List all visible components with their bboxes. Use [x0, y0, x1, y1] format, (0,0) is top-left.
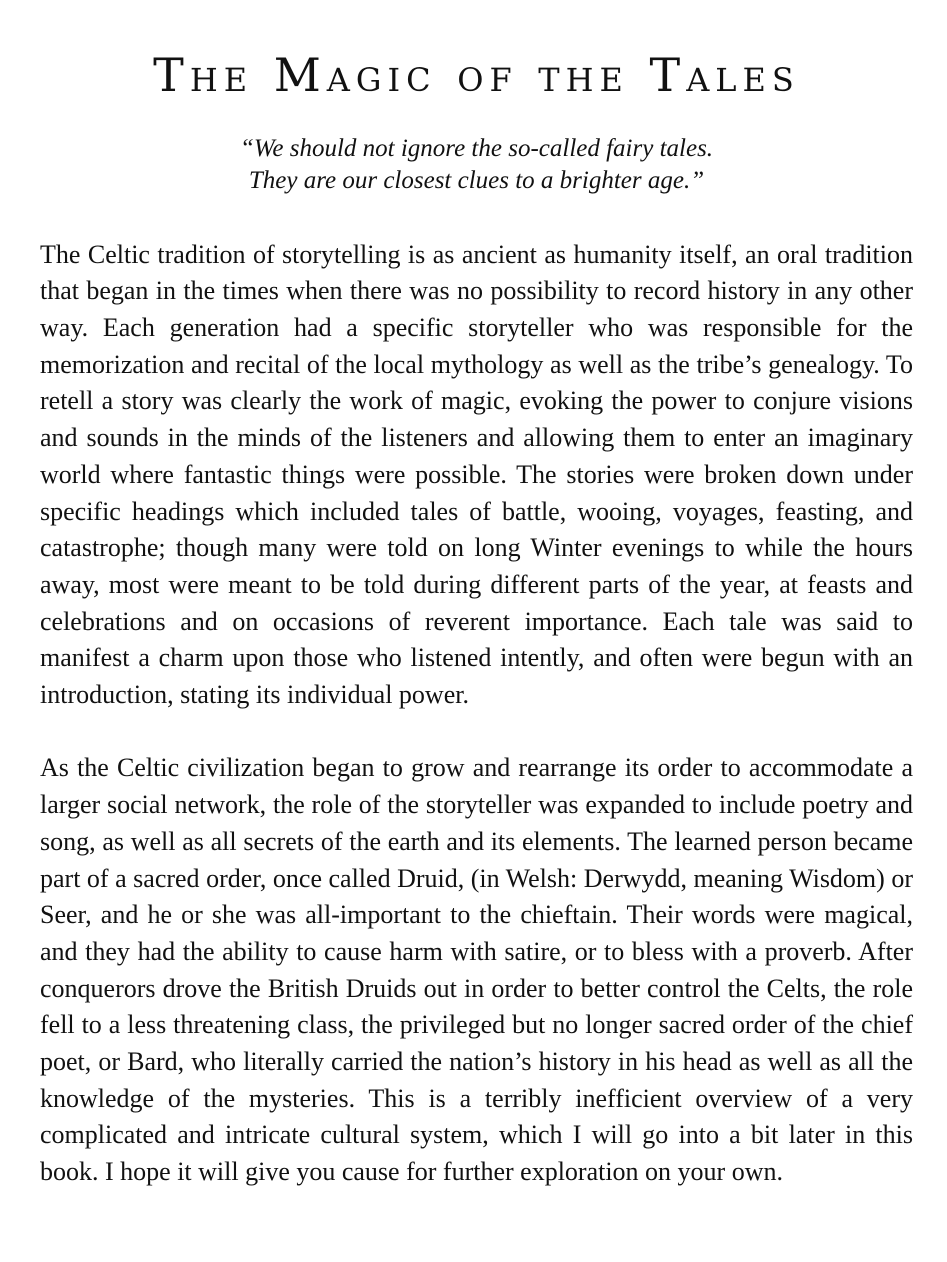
- body-text: [40, 237, 913, 1191]
- paragraph: The Celtic tradition of storytelling is as ancient as humanity itself, an oral tradition that began in the times when there was no possibility to record history in any other way. Each generation had a specific storyteller who was responsible for the memorization and recital of the local mythology as well as the tribe’s genealogy. To retell a story was clearly the work of magic, evoking the power to conjure visions and sounds in the minds of the listeners and allowing them to enter an imaginary world where fantastic things were possible. The stories were broken down under specific headings which included tales of battle, wooing, voyages, feasting, and catastrophe; though many were told on long Winter evenings to while the hours away, most were meant to be told during different parts of the year, at feasts and celebrations and on occasions of reverent importance. Each tale was said to manifest a charm upon those who listened intently, and often were begun with an introduction, stating its individual power.: [40, 239, 913, 710]
- epigraph-quote: [40, 133, 913, 197]
- page-title: The Magic of the Tales: [153, 48, 800, 102]
- paragraph: As the Celtic civilization began to grow and rearrange its order to accommodate a larger social network, the role of the storyteller was expanded to include poetry and song, as well as all secrets of the earth and its elements. The learned person became part of a sacred order, once called Druid, (in Welsh: Derwydd, meaning Wisdom) or Seer, and he or she was all-important to the chieftain. Their words were magical, and they had the ability to cause harm with satire, or to bless with a proverb. After conquerors drove the British Druids out in order to better control the Celts, the role fell to a less threatening class, the privileged but no longer sacred order of the chief poet, or Bard, who literally carried the nation’s history in his head as well as all the knowledge of the mysteries. This is a terribly inefficient overview of a very complicated and intricate cultural system, which I will go into a bit later in this book. I hope it will give you cause for further exploration on your own.: [40, 753, 913, 1187]
- epigraph-line-1: “We should not ignore the so-called fairy tales.: [239, 134, 714, 162]
- epigraph-line-2: They are our closest clues to a brighter age.”: [248, 166, 705, 194]
